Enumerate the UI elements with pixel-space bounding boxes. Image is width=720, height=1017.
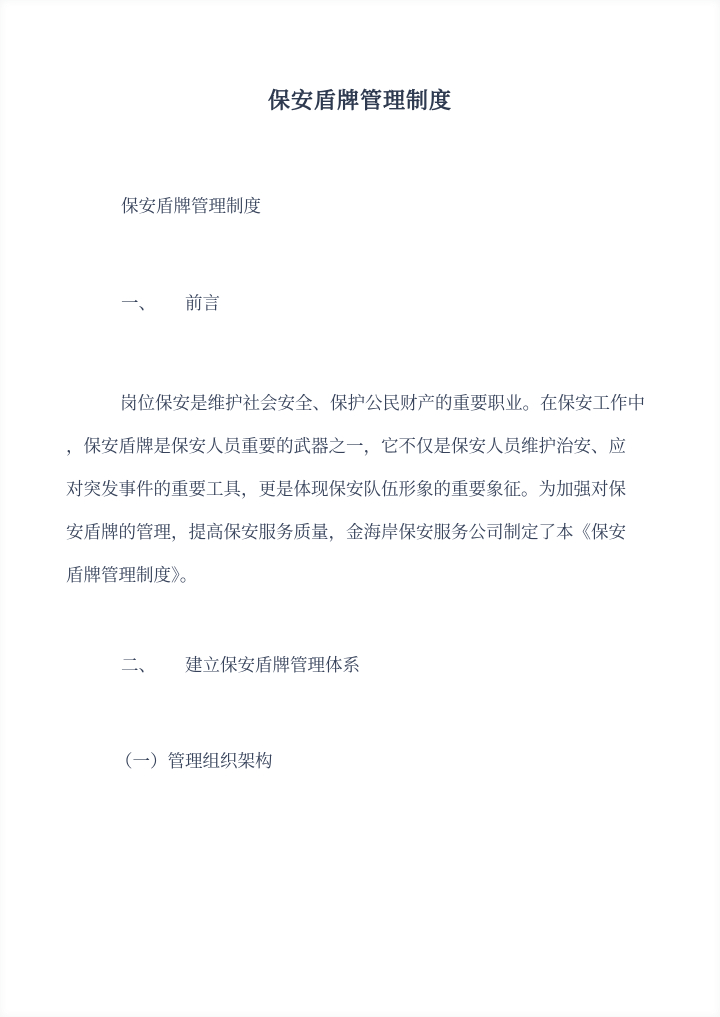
paragraph-line: 安盾牌的管理，提高保安服务质量，金海岸保安服务公司制定了本《保安 bbox=[66, 522, 626, 542]
section-2-heading bbox=[0, 644, 720, 687]
intro-paragraph bbox=[0, 382, 720, 597]
paragraph-line: 对突发事件的重要工具，更是体现保安队伍形象的重要象征。为加强对保 bbox=[66, 479, 626, 499]
subsection-1-heading: （一）管理组织架构 bbox=[115, 751, 273, 771]
section-2-number: 二、 bbox=[121, 655, 156, 675]
document-title: 保安盾牌管理制度 bbox=[267, 88, 452, 113]
section-1-number: 一、 bbox=[121, 293, 156, 313]
section-1-title: 前言 bbox=[185, 293, 220, 313]
document-subtitle: 保安盾牌管理制度 bbox=[121, 196, 261, 216]
paragraph-line: 盾牌管理制度》。 bbox=[66, 565, 198, 585]
section-2-title: 建立保安盾牌管理体系 bbox=[185, 655, 360, 675]
paragraph-line: ，保安盾牌是保安人员重要的武器之一，它不仅是保安人员维护治安、应 bbox=[66, 436, 626, 456]
section-1-heading bbox=[0, 282, 720, 325]
paragraph-line: 岗位保安是维护社会安全、保护公民财产的重要职业。在保安工作中 bbox=[120, 393, 645, 413]
